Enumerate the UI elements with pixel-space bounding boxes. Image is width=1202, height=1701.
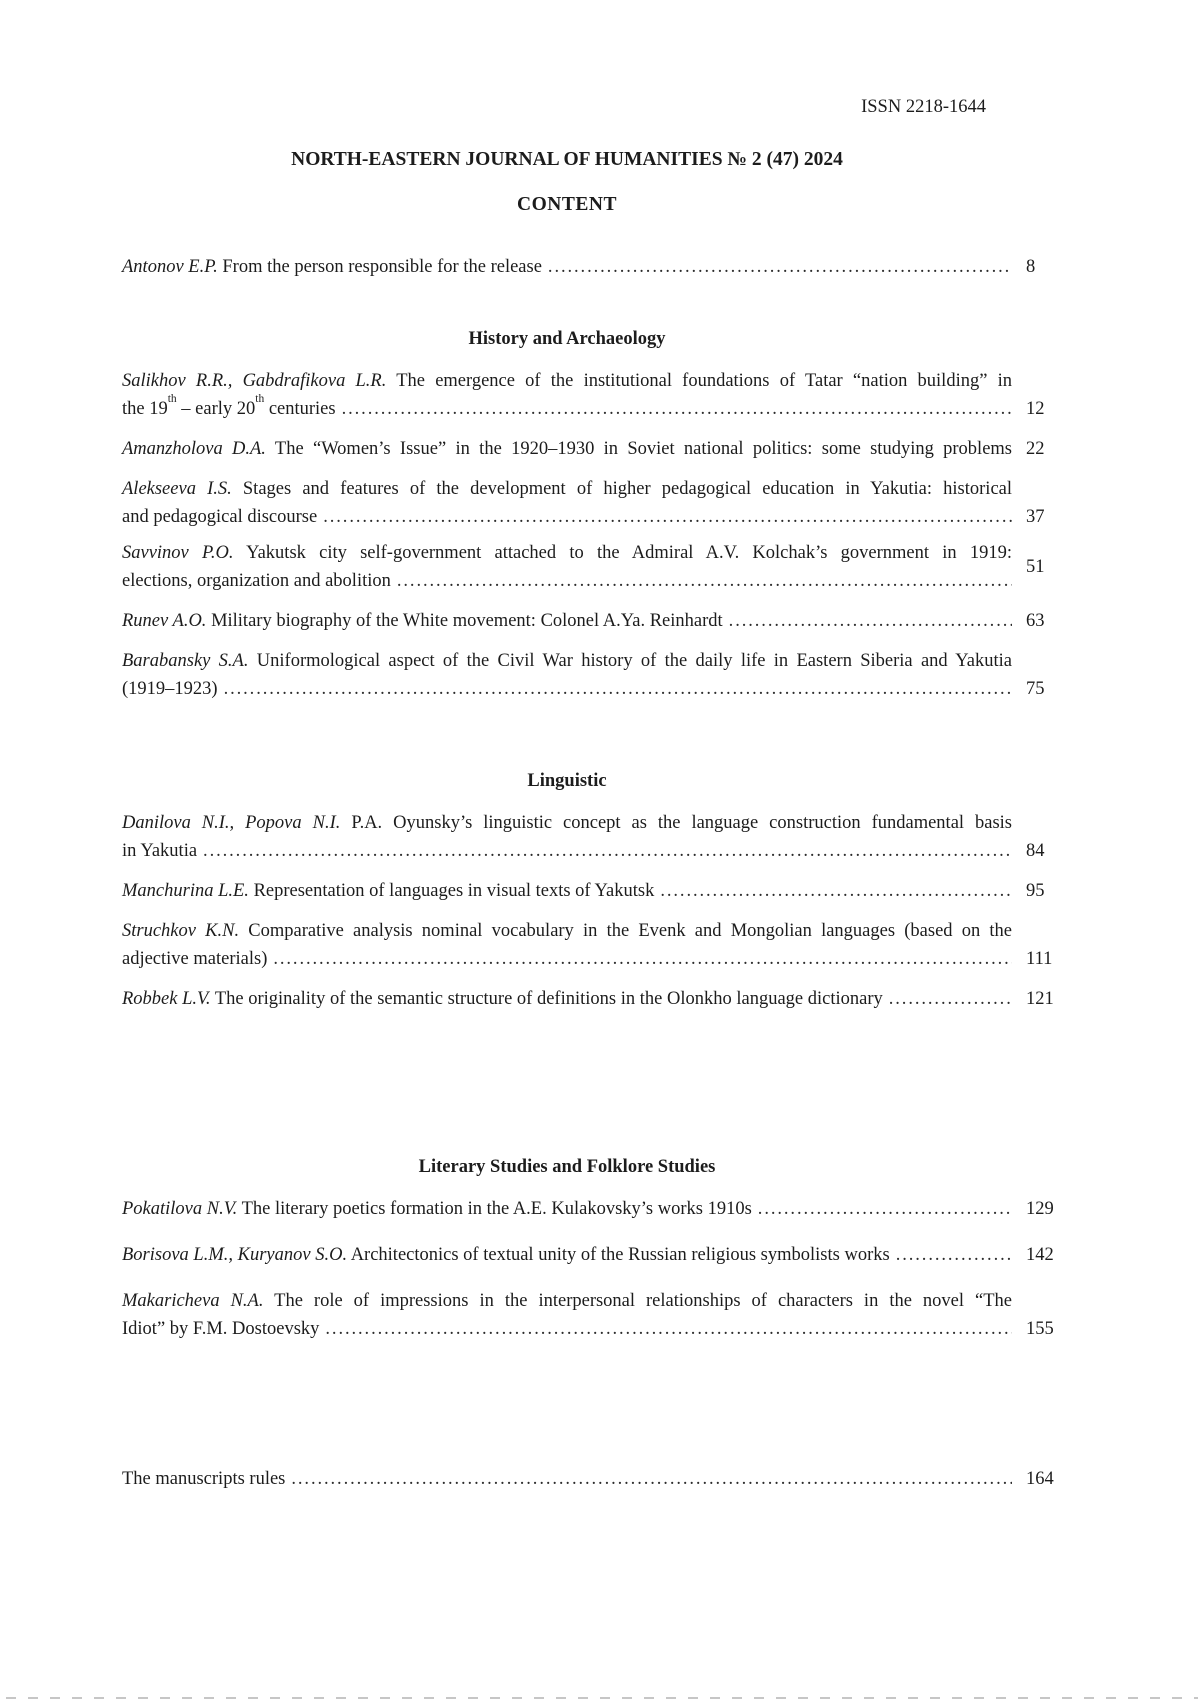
toc-entry-manuscripts-rules (122, 1465, 1056, 1493)
superscript-th: th (167, 392, 177, 405)
entry-title: The emergence of the institutional foundations of Tatar “nation building” in (396, 371, 1013, 391)
entry-title: P.A. Oyunsky’s linguistic concept as the language construction fundamental basis (351, 813, 1012, 833)
entry-title: From the person responsible for the release (222, 257, 542, 277)
page-number: 121 (1026, 989, 1054, 1009)
entry-title: Military biography of the White movement: Colonel A.Ya. Reinhardt (211, 611, 723, 631)
entry-title: The originality of the semantic structure of definitions in the Olonkho language dictionary (214, 989, 883, 1009)
page-number: 95 (1026, 881, 1045, 901)
entry-authors: Savvinov P.O. (122, 543, 234, 563)
page-number: 142 (1026, 1245, 1054, 1265)
entry-title-line2: (1919–1923) (122, 679, 218, 699)
entry-authors: Barabansky S.A. (122, 651, 249, 671)
entry-authors: Robbek L.V. (122, 989, 211, 1009)
dot-leader (729, 607, 1012, 635)
entry-title: Uniformological aspect of the Civil War history of the daily life in Eastern Siberia and Yakutia (256, 651, 1012, 671)
entry-title: Stages and features of the development of higher pedagogical education in Yakutia: historical (242, 479, 1013, 499)
entry-title: Yakutsk city self-government attached to the Admiral A.V. Kolchak’s government in 1919: (246, 543, 1012, 563)
toc-entry-alekseeva (122, 475, 1056, 531)
dot-leader (273, 945, 1012, 973)
page-number: 8 (1026, 257, 1036, 277)
section-history (122, 367, 1056, 703)
entry-authors: Antonov E.P. (122, 257, 218, 277)
entry-title-line2: elections, organization and abolition (122, 571, 391, 591)
toc-entry-savvinov (122, 539, 1056, 595)
dot-leader (224, 675, 1012, 703)
entry-authors: Manchurina L.E. (122, 881, 249, 901)
section-heading-literary: Literary Studies and Folklore Studies (418, 1157, 716, 1177)
entry-title-line2: in Yakutia (122, 841, 198, 861)
page-number: 129 (1026, 1199, 1054, 1219)
page-number: 12 (1026, 399, 1045, 419)
entry-title-line2: the 19th – early 20th centuries (122, 392, 336, 419)
entry-authors: Alekseeva I.S. (122, 479, 232, 499)
entry-title: The literary poetics formation in the A.E. Kulakovsky’s works 1910s (241, 1199, 752, 1219)
entry-authors: Runev A.O. (122, 611, 207, 631)
section-literary (122, 1195, 1056, 1343)
dot-leader (758, 1195, 1012, 1223)
dot-leader (896, 1241, 1012, 1269)
entry-authors: Pokatilova N.V. (122, 1199, 238, 1219)
page-number: 37 (1026, 507, 1045, 527)
entry-title: Architectonics of textual unity of the Russian religious symbolists works (350, 1245, 890, 1265)
entry-authors: Struchkov K.N. (122, 921, 240, 941)
entry-title: The “Women’s Issue” in the 1920–1930 in Soviet national politics: some studying problems (274, 439, 1013, 459)
page-number: 111 (1026, 949, 1053, 969)
entry-title: The role of impressions in the interpersonal relationships of characters in the novel “The (274, 1291, 1012, 1311)
toc-entry-runev (122, 607, 1056, 635)
toc-entry-amanzholova (122, 435, 1056, 463)
dot-leader (342, 395, 1012, 423)
page-number: 75 (1026, 679, 1045, 699)
entry-authors: Amanzholova D.A. (122, 439, 266, 459)
page-number: 51 (1026, 557, 1045, 577)
entry-authors: Danilova N.I., Popova N.I. (122, 813, 341, 833)
section-heading-linguistic: Linguistic (527, 771, 607, 791)
toc-entry-barabansky (122, 647, 1056, 703)
toc-entry-danilova (122, 809, 1056, 865)
section-linguistic (122, 809, 1056, 1013)
dot-leader (660, 877, 1012, 905)
dot-leader (325, 1315, 1012, 1343)
dot-leader (889, 985, 1012, 1013)
superscript-th: th (255, 392, 265, 405)
issn-label: ISSN 2218-1644 (861, 97, 986, 117)
entry-title-line2: and pedagogical discourse (122, 507, 318, 527)
toc-entry-borisova (122, 1241, 1056, 1269)
toc-entry-robbek (122, 985, 1056, 1013)
toc-entry-antonov (122, 253, 1056, 281)
entry-title-line2: Idiot” by F.M. Dostoevsky (122, 1319, 320, 1339)
dot-leader (323, 503, 1012, 531)
entry-authors: Salikhov R.R., Gabdrafikova L.R. (122, 371, 387, 391)
entry-title-line2: adjective materials) (122, 949, 268, 969)
page-number: 22 (1026, 439, 1045, 459)
page-number: 63 (1026, 611, 1045, 631)
page-number: 164 (1026, 1469, 1054, 1489)
toc-entry-salikhov (122, 367, 1056, 423)
dot-leader (203, 837, 1012, 865)
dot-leader (397, 567, 1012, 595)
dot-leader (291, 1465, 1012, 1493)
toc-entry-pokatilova (122, 1195, 1056, 1223)
content-heading: CONTENT (517, 194, 617, 215)
entry-authors: Makaricheva N.A. (122, 1291, 264, 1311)
journal-title: NORTH-EASTERN JOURNAL OF HUMANITIES № 2 (47) 2024 (291, 149, 843, 170)
section-heading-history: History and Archaeology (468, 329, 666, 349)
entry-title: Comparative analysis nominal vocabulary in the Evenk and Mongolian languages (based on the (248, 921, 1012, 941)
entry-authors: Borisova L.M., Kuryanov S.O. (122, 1245, 348, 1265)
page-number: 155 (1026, 1319, 1054, 1339)
toc-entry-makaricheva (122, 1287, 1056, 1343)
entry-title: Representation of languages in visual texts of Yakutsk (253, 881, 655, 901)
dot-leader (548, 253, 1012, 281)
toc-entry-manchurina (122, 877, 1056, 905)
page-bottom-edge (6, 1697, 1198, 1699)
page-number: 84 (1026, 841, 1045, 861)
toc-entry-struchkov (122, 917, 1056, 973)
entry-title: The manuscripts rules (122, 1469, 286, 1489)
